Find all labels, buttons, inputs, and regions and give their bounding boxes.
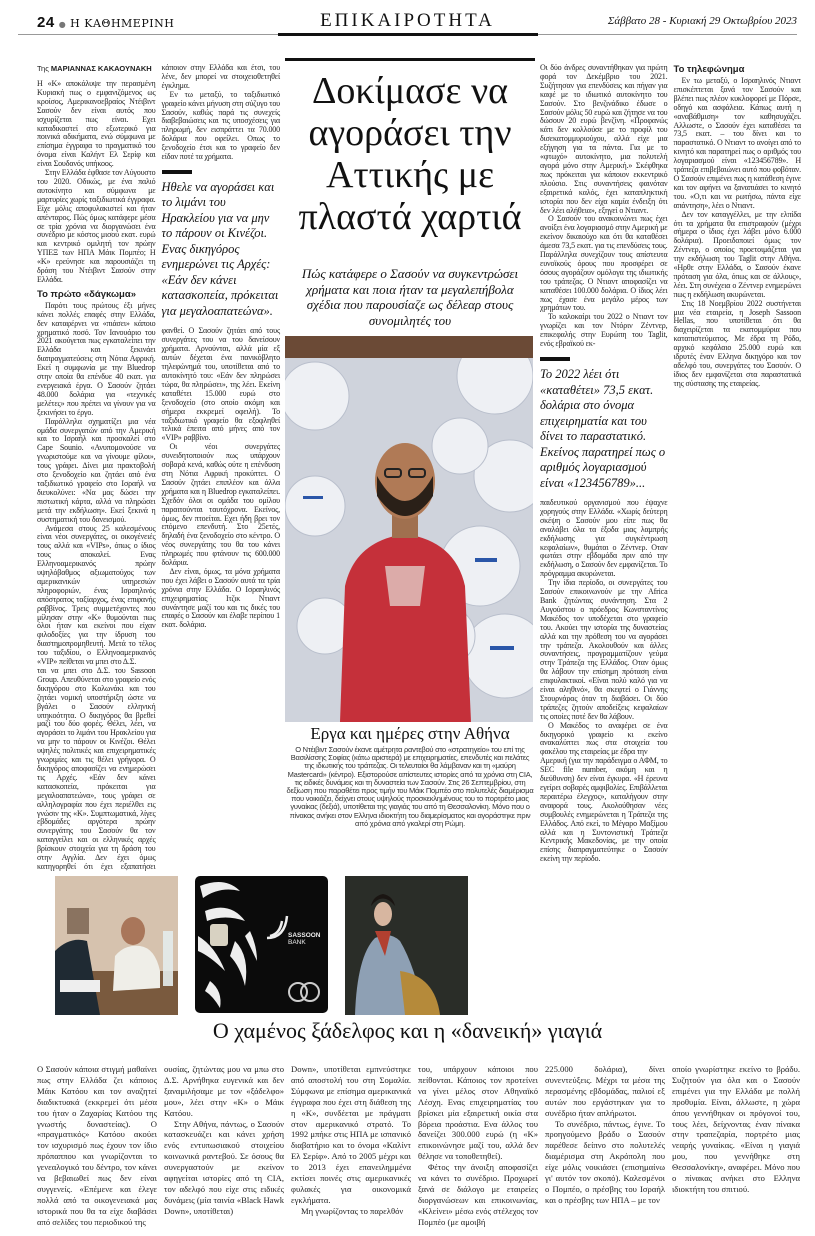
photo-caption-title: Εργα και ημέρες στην Αθήνα [310,724,510,743]
byline: Της ΜΑΡΙΑΝΝΑΣ ΚΑΚΑΟΥΝΑΚΗ [37,64,152,73]
portrait-painting-photo [345,876,468,1015]
bullet-icon: ● [58,20,67,29]
article-subheadline: Πώς κατάφερε ο Σασούν να συγκεντρώσει χρήματα και ποια ήταν τα μεγαλεπήβολα σχέδια που παρουσίαζε ως δέλεαρ στους συνομιλητές του [301,266,519,328]
paragraph: Οι δύο άνδρες συναντήθηκαν για πρώτη φορά τον Δεκέμβριο του 2021. Συζήτησαν για επενδύσεις και πήγαν για καφέ με το ιδιωτικό αυτοκίνητο του Σασούν. Στο βενζινάδικο έδωσε ο Σασούν μόλις 50 ευρώ και ζήτησε να του δώσουν 20 ευρώ βενζίνη. «Προφανώς κάτι δεν κολλούσε με το προφίλ του δισεκατομμυριούχου, αλλά είχε μια εξήγηση για τα πάντα. Για με το «φτωχό» αυτοκίνητο, μια πολυτελή αγορά μόνο στην Αμερική.» Σκέφθηκα πως πρόκειται για κάποιον εκκεντρικό πλούσιο. Στις συναντήσεις φαινόταν εξαιρετικά καλός, έχει καταπληκτική ιστορία που δεν είχα καμία ένδειξη ότι δεν λέει αλήθεια», εξηγεί ο Ντιαντ. [540,63,668,215]
paragraph: 225.000 δολάρια), δίνει συνεντεύξεις. Μέχρι τα μέσα της περασμένης εβδομάδας, παλιοί εξ αυτών που εργάστηκαν για το συνέδριο ήταν απλήρωτοι. [545,1064,665,1118]
paragraph: Παράλληλα σχηματίζει μια νέα ομάδα συνεργατών από την Αμερική και το Ισραήλ και προσκαλεί στο Cape Sounio. «Ανυπομονούσε να γνωριστούμε και να γίνουμε φίλοι», τους γράφει. Δίνει μια πρακτοβολή στο ξενοδοχείο και ζητάει από ένα ταξιδιωτικό γραφείο στο Ισραήλ να διευκολύνει: «Να μας δώσει την πιστωτική κάρτα, αλλά να πληρώσει μετά την εκδήλωση». Εκεί ξεκινά η συστηματική του δανεισμού. [37,416,156,524]
section-subhead: Το τηλεφώνημα [673,64,745,75]
issue-date: Σάββατο 28 - Κυριακή 29 Οκτωβρίου 2023 [607,15,797,27]
paragraph: παιδευτικού οργανισμού που έψαχνε χορηγούς στην Ελλάδα. «Χωρίς δεύτερη σκέψη ο Σασούν μου είπε πως θα αναλάβει όλα τα έξοδα μιας λαμπρής εκδήλωσης για συγκέντρωση κεφαλαίων», θυμάται ο Ζέντνερ. Οταν φωτάει στην εβδομάδα πριν από την εκδήλωση, ο Σασούν δεν εμφανίζεται. Το πρόγραμμα ακυρώνεται. [540,498,668,579]
man-with-balloons-image [285,336,533,722]
quote-bar [162,170,192,174]
pull-quote-1 [162,170,281,320]
section-underline [278,33,538,36]
sidebar-column-2 [164,1064,284,1232]
meeting-image [55,876,178,1015]
credit-card-photo [195,876,328,1015]
paragraph: Μη γνωρίζοντας το παρελθόν [301,1205,404,1216]
paragraph: Δεν τον καταγγέλλει, με την ελπίδα ότι τα χρήματα θα επιστραφούν (μέχρι σήμερα ο ίδιος έχει λάβει μόνο 6.000 δολάρια). Προειδοποιεί όμως τον Ζέντνερ, ο οποίος προετοιμάζεται για την εκδήλωση του Taglit στην Αθήνα. «Ηρθε στην Ελλάδα, ο Σασούν έκανε πρόταση για όλα, όπως και σε άλλους», λέει. Στη συνέχεια ο Ζέντνερ ενημερώνει πως η εκδήλωση ακυρώνεται. [673,209,801,299]
sidebar-column-4 [418,1064,538,1232]
paragraph: Στην Αθήνα, πάντως, ο Σασούν κατασκευάζει και κάνει χρήση ενός εντυπωσιακού στοιχείου κοινωνικά ραντεβού. Σε όσους θα συνεργαστούν με εκείνον αφηγείται ιστορίες από τη CIA, τον αδελφό που είχε στις ειδικές δυνάμεις (μία ταινία «Black Hawk Down», υποτίθεται) [164,1118,284,1216]
black-mastercard [195,876,328,1013]
headline-rule [285,58,535,61]
article-headline: Δοκίμασε να αγοράσει την Αττικής με πλαστά χαρτιά [298,70,522,238]
paragraph: Την ίδια περίοδο, οι συνεργάτες του Σασούν επικοινωνούν με την Africa Bank ζητώντας συνάντηση. Στα 2 Αυγούστου ο πρόεδρος Κωνσταντίνος Μακέδος τον υποδέχεται στο γραφείο του. Ακούει την ιστορία της δυναστείας αλλά και την πρόθεση του να αγοράσει την τράπεζα. Ακολουθούν και άλλες συναντήσεις, προγραμματίζουν γεύμα στην Τράπεζα της Ελλάδος. Οταν όμως θα λάβουν την επίσημη πρόταση είναι επιφυλακτικοί. «Είναι πολύ καλό για να είναι αληθινό», θα σκεφτεί ο Γιάννης Στουρνάρας όταν τη διαβάσει. Οι δύο τράπεζες ζητούν αποδείξεις κεφαλαίων τις οποίες ποτέ δεν θα λάβουν. [540,578,668,721]
paragraph: φανθεί. Ο Σασούν ζητάει από τους συνεργάτες του να του δανείσουν χρήματα. Αρνούνται, αλλά μία εξ αυτών δέχεται ένα πανικόβλητο τηλεφώνημά του, υποτίθεται από το αυτοκίνητό του: «Εάν δεν πληρώσει τώρα, θα πληρώσει», της λέει. Εκείνη καταθέτει 15.000 ευρώ στο ξενοδοχείο (στο οποίο ακόμη και σήμερα εκκρεμεί οφειλή). Το ταξιδιωτικό γραφείο θα εξοφληθεί τελικά έπειτα από μήνες από τον «VIP» ραββίνο. [161,326,280,443]
newspaper-name: Η ΚΑΘΗΜΕΡΙΝΗ [70,17,175,30]
sidebar-column-6 [672,1064,800,1232]
paragraph: Στις 18 Νοεμβρίου 2022 συστήνεται μια νέα εταιρεία, η Joseph Sassoon Hellas, που υποτίθεται ότι θα διαχειρίζεται τα εκατομμύρια που καταπιστεύματος. Με έδρα τη Ρόδο, αρχικό κεφάλαιο 25.000 ευρώ και ιδρυτές έναν Ελληνα δικηγόρο και τον αδελφό του, συνεργάτες του Σασούν. Ο ίδιος δεν εμφανίζεται στα παραστατικά της σύστασης της εταιρείας. [673,298,801,388]
sidebar-headline: Ο χαμένος ξάδελφος και η «δανεική» γιαγιά [212,1018,603,1043]
section-subhead: Το πρώτο «δάγκωμα» [37,288,136,300]
paragraph: Το καλοκαίρι του 2022 ο Ντιαντ τον γνωρίζει και τον Ντόριν Ζέντνερ, επικεφαλής στην Ευρώπη του Taglit, ενός εβραϊκού εκ- [540,312,668,349]
sidebar-column-3 [291,1064,411,1232]
main-photo [285,336,533,722]
quote-bar [540,357,570,361]
article-right-columns [540,64,801,872]
pull-quote-text: Το 2022 λέει ότι «καταθέτει» 73,5 εκατ. δολάρια στο όνομα επιχειρηματία και του δίνει το παραστατικό. Εκείνος παρατηρεί πως ο αριθμός λογαριασμού είναι «123456789»... [540,367,666,490]
paragraph: Δεν είναι, όμως, τα μόνα χρήματα που έχει λάβει ο Σασούν αυτά τα τρία χρόνια στην Ελλάδα. Ο Ισραηλινός επιχειρηματίας Ιτζικ Ντιαντ συνάντησε μαζί του και τις δικές του επαφές ο Σασούν και έλαβε περίπου 1 εκατ. δολάρια. [161,566,280,630]
paragraph: Εν τω μεταξύ, το ταξιδιωτικό γραφείο κάνει μήνυση στη σύζυγο του Σασούν, καθώς παρά τις συνεχείς διαβεβαιώσεις και τις υποσχέσεις για πληρωμή, δεν εισπράττει τα 70.000 δολάρια που οφείλει. Οπως το ξενοδοχείο έτσι και το γραφείο δεν είδαν ποτέ τα χρήματα. [161,89,280,162]
paragraph: Ο Σασούν του ανακοινώνει πως έχει ανοίξει ένα λογαριασμό στην Αμερική με εκείνον δικαιούχο και ότι θα καταθέσει άμεσα 73,5 εκατ. για τις επενδύσεις τους. Παράλληλα συνεχίζουν τους απίστευτα ευνοϊκούς όρους που προσφέρει σε όσους αγοράζουν ομόλογα της ιδιωτικής του τράπεζας. Ο Ντιαντ αποφασίζει να καταθέσει 100.000 δολάρια. Ο ίδιος λέει πως έχασε ένα μεγάλο μέρος των χρημάτων του. [540,214,668,313]
paragraph: Στην Ελλάδα έφθασε τον Αύγουστο του 2020. Οδικώς, με ένα παλιό αυτοκίνητο και σύμφωνα με μαρτυρίες χωρίς ταξιδιωτικά έγγραφα. Είχε μόλις αποφυλακιστεί και ήταν απένταρος. Πώς όμως κατάφερε μέσα σε τρία χρόνια να διοργανώσει ένα συνέδριο με κόστος μισού εκατ. ευρώ και κεντρικό ομιλητή τον πρώην ΥΠΕΞ των ΗΠΑ Μάικ Πομπέο; Η «Κ» ερεύνησε και παρουσιάζει τη δράση του Ντέιβιντ Σασούν στην Ελλάδα. [37,168,156,284]
paragraph: Ο Σασούν κάποια στιγμή μαθαίνει πως στην Ελλάδα ζει κάποιος Μάικ Κατόου και τον αναζητεί διαδικτυακά (εκκρεμεί ότι μέσα του ήταν ο Ζαχαρίας Κατόου της γνωστής δυναστείας). Ο «πραγματικός» Κατόου ακούει τον ισχυρισμό πως έχουν τον ίδιο πρόπαππου και γνωρίζονται το γενεαλογικό του δέντρο, τον κάνει να βεβαιωθεί πως δεν είναι συγγενείς. «Επέμενε και έλεγε πολλά από τα οικογενειακά μας ιστορικά που θα τα είχε διαβάσει από σελίδες του περιοδικού της [37,1064,157,1227]
page-number: 24 [37,14,55,31]
card-bank-name: SASSOON BANK [288,932,321,946]
portrait-painting-image [345,876,468,1015]
paragraph: ται να μπει στο Δ.Σ. του Sassoon Group. Απευθύνεται στο γραφείο ενός δικηγόρου στο Κολωνάκι και του ζητάει νομική υποστήριξη ώστε να βγάλει ο Σασούν ελληνική υπηκοότητα. Ο δικηγόρος θα βρεθεί μαζί του δύο φορές. Θέλει, λέει, να αγοράσει το λιμάνι του Ηρακλείου για να μην το πάρουν οι Κινέζοι. Θέλει υψηλές πολιτικές και επιχειρηματικές γνωριμίες και τις θέλει γρήγορα. Ο δικηγόρος αποφασίζει να ενημερώσει τις Αρχές. «Εάν δεν κάνει κατασκοπεία, πρόκειται για μεγαλοαπατεώνα», τους γράφει σε αλληλογραφία που έχει περιέλθει εις γνώσιν της «Κ». Συμπτωματικά, λίγες εβδομάδες αργότερα πρώην συνεργάτης του Σασούν θα τον καταγγείλει και οι ελληνικές αρχές βρίσκουν στοιχεία για τη δράση του στην Αγγλία. Δεν έχει όμως κατηγορηθεί ότι έχει εξαπατήσει κάποιον στην Ελλάδα και έτσι, του λένε, δεν μπορεί να στοιχειοθετηθεί έγκλημα. [37,63,280,871]
photo-caption: Ο Ντέιβιντ Σασούν έκανε αμέτρητα ραντεβού στο «στρατηγείο» του επί της Βασιλίσσης Σοφίας (κάτω αριστερά) με επιχειρηματίες, επενδυτές και πελάτες της ιδιωτικής του τράπεζας. Οι τελευταίοι θα λάμβαναν και τη «μαύρη Mastercard» (κέντρο). Εξιστορούσε απίστευτες ιστορίες από τα χρόνια στη CIA, τις ειδικές δυνάμεις και τη δυναστεία των Σασούν. Στις 26 Σεπτεμβρίου, στη δεξίωση που παραθέτει προς τιμήν του Μάικ Πομπέο στο πολυτελές διαμέρισμα που νοικιάζει, δείχνει στους υψηλούς προσκεκλημένους του το πορτρέτο μιας γυναίκας (δεξιά), υποτίθεται της γιαγιάς του από τη Θεσσαλονίκη. Μόνο που ο πίνακας ανήκει στον Ελληνα ιδιοκτήτη του διαμερίσματος και αγοράστηκε πριν από χρόνια από γκαλερί στη Ρώμη. [286,745,534,828]
pull-quote-text: Ηθελε να αγοράσει και το λιμάνι του Ηρακλείου για να μην το πάρουν οι Κινέζοι. Ενας δικηγόρος ενημερώνει τις Αρχές: «Εάν δεν κάνει κατασκοπεία, πρόκειται για μεγαλοαπατεώνα». [161,179,279,318]
paragraph: Φέτος την άνοιξη αποφασίζει να κάνει το συνέδριο. Προχωρεί ξανά σε διάλογο με εταιρείες διοργανώσεων και επικοινωνίας, «Κλείνει» μέσω ενός στέλεχος τον Πομπέο (με αμοιβή [418,1162,538,1227]
paragraph: ουσίας, ζητώντας μου να μπω στο Δ.Σ. Αρνήθηκα ευγενικά και δεν ξαναμιλήσαμε με τον «ξάδελφο» μου», λέει στην «Κ» ο Μάικ Κατόου. [164,1064,284,1118]
paragraph: οποίο γνωρίστηκε εκείνο το βράδυ. Συζητούν για όλα και ο Σασούν επιμένει για την Ελλάδα με πολλή προθυμία. Είναι, άλλωστε, η χώρα όπου γεννήθηκαν οι πρόγονοί του, τους λέει, δείχνοντας έναν πίνακα στην τραπεζαρία, πορτρέτο μιας νεαρής γυναίκας. «Είναι η γιαγιά μου, που γεννήθηκε στη Θεσσαλονίκη», αναφέρει. Μόνο που ο πίνακας ανήκει στο Ελληνα ιδιοκτήτη του σπιτιού. [672,1064,800,1194]
sidebar-column-1 [37,1064,157,1232]
paragraph: Οι νέοι συνεργάτες συνειδητοποιούν πως υπάρχουν σοβαρά κενά, καθώς ούτε η επένδυση στη Νότια Αφρική προκύπτει. Ο Σασούν ζητάει επιπλέον και άλλα χρήματα και η Bluedrop εγκαταλείπει. Σχεδόν όλοι οι ομάδα του ομίλου παραιτούνται ταυτόχρονα. Εκείνος, όμως, δεν πτοείται. Εχει ήδη βρει τον επόμενο επενδυτή. Στο 25ετές, δηλαδή ένα ξενοδοχείο στο κέντρο. Ο νέος συνεργάτης του θα του κάνει πληρωμές που φτάνουν τις 600.000 δολάρια. [161,442,280,568]
paragraph: Ανάμεσα στους 25 καλεσμένους είναι νέοι συνεργάτες, οι οικογένειές τους αλλά και «VIPs», όπως ο ίδιος τους αποκαλεί. Ενας Ελληνοαμερικανός πρώην υψηλόβαθμος αξιωματούχος των αμερικανικών υπηρεσιών πληροφοριών, ένας Ισραηλινός απόστρατος ταξίαρχος, ένας επιφανής ραββίνος. Τρεις συμμετέχοντες που μίλησαν στην «Κ» θυμούνται πως όλοι ήταν και εκείνοι που είχαν φιλοδοξίες για την ίδρυση του διαστημοπρομηθευτή. Μετά το τέλος του ταξιδίου, ο Ελληνοαμερικανός «VIP» πείθεται να μπει στο Δ.Σ. [37,523,156,667]
meeting-photo [55,876,178,1015]
section-title: ΕΠΙΚΑΙΡΟΤΗΤΑ [320,10,495,31]
paragraph: Ο Μακέδος το αναφέρει σε ένα δικηγορικό γραφείο κι εκείνο ανακαλύπτει πως στα στοιχεία του φακέλου της εταιρείας με έδρα την [540,720,668,757]
paragraph: Παρότι τους πρώτους έξι μήνες κάνει πολλές επαφές στην Ελλάδα, δεν καταφέρνει να «πιάσει» κάποιο χρηματικό ποσό. Τον Ιανουάριο του 2021 ακούγεται πως εγκαταλείπει την Ελλάδα και ξεκινάει διαπραγματεύσεις στη Νότια Αφρική. Εκεί η συμφωνία με την Bluedrop στην οποία θα επένδυε 40 εκατ. για ενεργειακά έργα. Ο Σασούν ζητάει 48.000 δολάρια για «τεχνικές μελέτες» που πρέπει να γίνουν για να ξεκινήσει το έργο. [37,300,156,417]
paragraph: Down», υποτίθεται εμπνεύστηκε από αποστολή του στη Σομαλία. Σύμφωνα με επίσημα αμερικανικά έγγραφα που έχει στη διάθεση της η «Κ», συνδέεται με πράγματι στον αμερικανικό στρατό. Το 1992 μπήκε στις ΗΠΑ με ισπανικό διαβατήριο και το όνομα «Καλίντ Ελ Σερίφ». Από το 2005 μέχρι και το 2013 έχει επανειλημμένα εκτίσει ποινές στις αμερικανικές φυλακές για οικονομικά εγκλήματα. [291,1064,411,1205]
paragraph: Το συνέδριο, πάντως, έγινε. Το προηγούμενο βράδυ ο Σασούν παρέθεσε δείπνο στο πολυτελές διαμέρισμα στη Ακρόπολη που είχε μόλις νοικιάσει (επισημαίνω γι' αυτόν τον σκοπό). Καλεσμένοι ο Πομπέο, ο πρέσβης του Ισραήλ και ο πρέσβης των ΗΠΑ – με τον [545,1118,665,1205]
paragraph: Αμερική (για την παράδειγμα ο ΑΦΜ, το SEC file number, ακόμη και η διεύθυνση) δεν είναι έγκυρα. «Η έρευνα εγείρει σοβαρές αμφιβολίες. Επιβάλλεται περαιτέρω έλεγχος», καταλήγουν στην αναφορά τους. Ακολούθησαν νέες συμβουλές ενημερώνεται η Τράπεζα της Ελλάδος. Από εκεί, το Μέγαρο Μαξίμου αλλά και η Συντονιστική Τράπεζα Κεντρικής Μακεδονίας, με την οποία επίσης διαπραγματεύτηκε ο Σασούν εκείνη την περίοδο. [540,756,668,864]
pull-quote-2 [540,357,668,491]
sidebar-column-5 [545,1064,665,1232]
paragraph: Η «Κ» αποκάλυψε την περασμένη Κυριακή πως ο εμφανιζόμενος ως κροίσος, Αμερικανοεβραίος Ντέιβιντ Σασούν δεν είναι αυτός που ισχυρίζεται πως είναι. Εχει καταδικαστεί στο εξωτερικό για ποινικά αδικήματα, ενώ σύμφωνα με επίσημα έγγραφα το πραγματικό του όνομα είναι Καλήντ Ελ Σερίφ και είναι Σουδανός υπήκοος. [37,79,156,169]
paragraph: του, υπάρχουν κάποιοι που πείθονται. Κάποιος τον προτείνει να γίνει μέλος στον Αθηναϊκό Λέσχη. Ενας επιχειρηματίας του βρίσκει μία εξαιρετική οικία στα βόρεια προάστια. Ενα άλλος του δανείζει 300.000 ευρώ (η «Κ» επικοινώνησε μαζί του, αλλά δεν θέλησε να τοποθετηθεί). [418,1064,538,1162]
paragraph: Εν τω μεταξύ, ο Ισραηλινός Ντιαντ επισκέπτεται ξανά τον Σασούν και βλέπει πως πλέον κυκλοφορεί με Πόρσε, οδηγό και ασφάλεια. Κάπως αυτή η «αναβάθμιση» τον καθησυχάζει. Αλλωστε, ο Σασούν έχει καταθέσει τα 73,5 εκατ. – του δίνει και το παραστατικό. Ο Ντιαντ το ανοίγει από το κινητό και παρατηρεί πως ο αριθμός του λογαριασμού είναι «123456789». Η τράπεζα επιβεβαιώνει αυτό που φοβόταν. Ο Σασούν επιμένει πως η κατάθεση έγινε και τον αφήνει να ξαναπιάσει το κινητό του. «Ο,τι και να ρωτήσω, πάντα είχε απάντηση», λέει ο Ντιαντ. [673,76,801,210]
article-left-columns [37,64,280,872]
